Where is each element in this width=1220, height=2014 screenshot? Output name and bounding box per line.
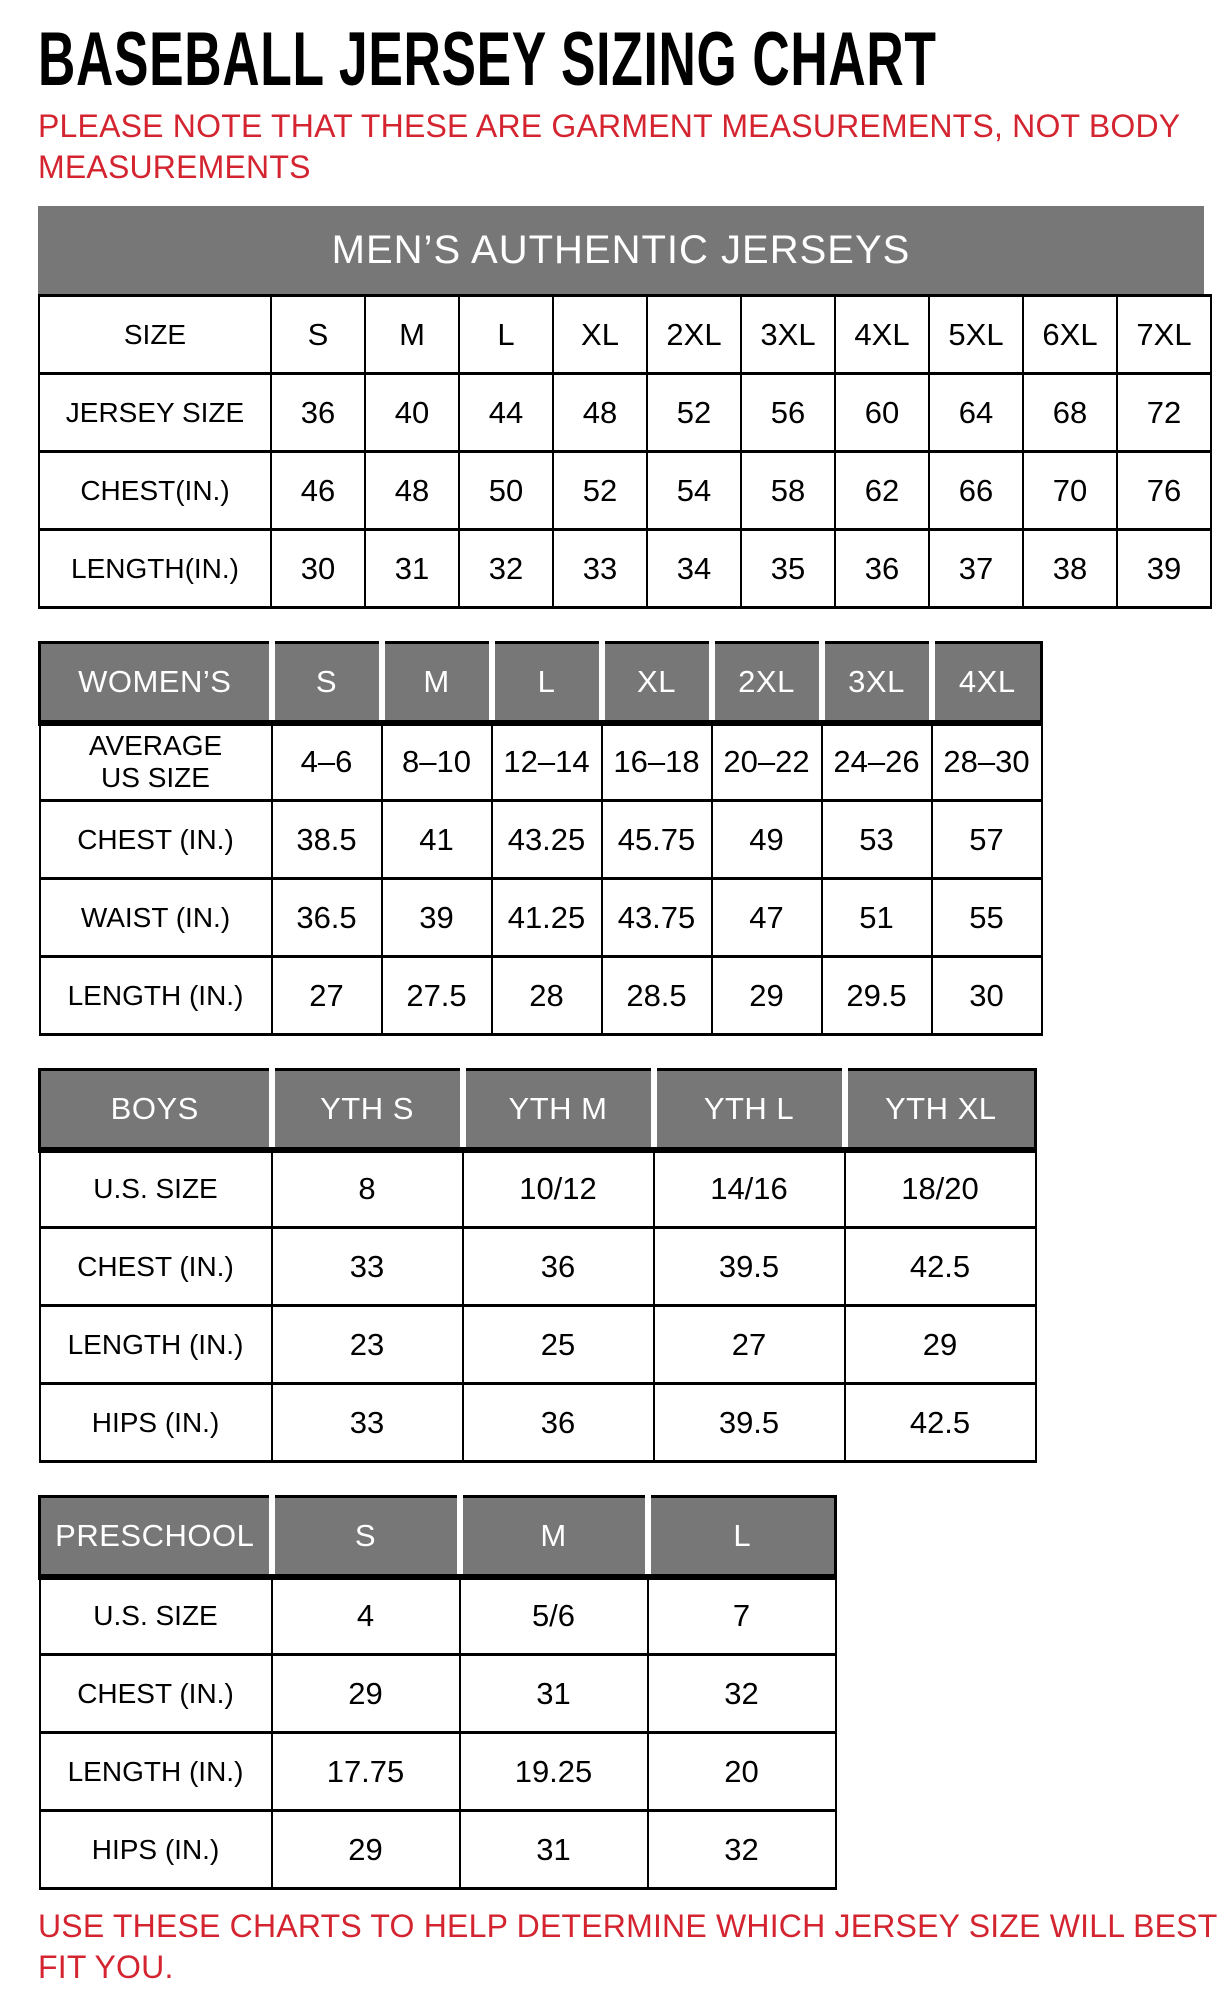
boys-header-label: BOYS	[40, 1070, 272, 1150]
value-cell: 58	[741, 452, 835, 530]
value-cell: 48	[553, 374, 647, 452]
value-cell: 12–14	[492, 723, 602, 801]
womens-table-section	[38, 641, 1220, 1036]
value-cell: 32	[648, 1655, 836, 1733]
boys-row	[40, 1228, 1036, 1306]
value-cell: 29	[845, 1306, 1036, 1384]
value-cell: 39.5	[654, 1384, 845, 1462]
row-label: LENGTH (IN.)	[40, 1733, 272, 1811]
value-cell: 36	[271, 374, 365, 452]
value-cell: 36.5	[272, 879, 382, 957]
value-cell: 33	[272, 1384, 463, 1462]
value-cell: 29	[712, 957, 822, 1035]
best-fit-note: USE THESE CHARTS TO HELP DETERMINE WHICH JERSEY SIZE WILL BEST FIT YOU.	[38, 1908, 1217, 1986]
value-cell: 31	[460, 1655, 648, 1733]
column-header: 4XL	[932, 643, 1042, 723]
column-header: L	[492, 643, 602, 723]
value-cell: 25	[463, 1306, 654, 1384]
value-cell: 42.5	[845, 1384, 1036, 1462]
value-cell: 36	[463, 1228, 654, 1306]
value-cell: 46	[271, 452, 365, 530]
mens-table-title-bar: MEN’S AUTHENTIC JERSEYS	[38, 206, 1204, 294]
value-cell: 10/12	[463, 1150, 654, 1228]
boys-table-section	[38, 1068, 1220, 1463]
value-cell: 39.5	[654, 1228, 845, 1306]
value-cell: 53	[822, 801, 932, 879]
value-cell: 52	[647, 374, 741, 452]
value-cell: 28.5	[602, 957, 712, 1035]
value-cell: 37	[929, 530, 1023, 608]
value-cell: 41	[382, 801, 492, 879]
mens-row	[39, 296, 1211, 374]
value-cell: 27	[272, 957, 382, 1035]
mens-row	[39, 374, 1211, 452]
row-label: AVERAGE US SIZE	[40, 723, 272, 801]
preschool-row	[40, 1733, 836, 1811]
value-cell: 19.25	[460, 1733, 648, 1811]
value-cell: 5/6	[460, 1577, 648, 1655]
value-cell: 57	[932, 801, 1042, 879]
value-cell: 28–30	[932, 723, 1042, 801]
value-cell: 3XL	[741, 296, 835, 374]
row-label: CHEST(IN.)	[39, 452, 271, 530]
value-cell: 39	[1117, 530, 1211, 608]
column-header: YTH S	[272, 1070, 463, 1150]
value-cell: 54	[647, 452, 741, 530]
value-cell: 42.5	[845, 1228, 1036, 1306]
value-cell: 44	[459, 374, 553, 452]
column-header: YTH M	[463, 1070, 654, 1150]
row-label: LENGTH (IN.)	[40, 957, 272, 1035]
womens-sizing-table	[38, 641, 1043, 1036]
mens-row	[39, 452, 1211, 530]
row-label: CHEST (IN.)	[40, 1228, 272, 1306]
mens-row	[39, 530, 1211, 608]
value-cell: 29	[272, 1811, 460, 1889]
column-header: YTH L	[654, 1070, 845, 1150]
value-cell: 56	[741, 374, 835, 452]
boys-row	[40, 1150, 1036, 1228]
value-cell: 62	[835, 452, 929, 530]
value-cell: 30	[932, 957, 1042, 1035]
value-cell: 34	[647, 530, 741, 608]
row-label: HIPS (IN.)	[40, 1811, 272, 1889]
value-cell: 66	[929, 452, 1023, 530]
value-cell: 48	[365, 452, 459, 530]
mens-table-section	[38, 206, 1220, 609]
value-cell: 32	[648, 1811, 836, 1889]
value-cell: 52	[553, 452, 647, 530]
value-cell: 16–18	[602, 723, 712, 801]
value-cell: 40	[365, 374, 459, 452]
value-cell: 27	[654, 1306, 845, 1384]
value-cell: XL	[553, 296, 647, 374]
value-cell: 33	[553, 530, 647, 608]
preschool-table-section	[38, 1495, 1220, 1890]
boys-row	[40, 1384, 1036, 1462]
column-header: 2XL	[712, 643, 822, 723]
value-cell: 8	[272, 1150, 463, 1228]
column-header: YTH XL	[845, 1070, 1036, 1150]
value-cell: 70	[1023, 452, 1117, 530]
value-cell: 20	[648, 1733, 836, 1811]
value-cell: 50	[459, 452, 553, 530]
womens-row	[40, 957, 1042, 1035]
value-cell: 39	[382, 879, 492, 957]
value-cell: 35	[741, 530, 835, 608]
value-cell: 7XL	[1117, 296, 1211, 374]
page-title-text: BASEBALL JERSEY SIZING CHART	[38, 17, 937, 102]
value-cell: 41.25	[492, 879, 602, 957]
column-header: XL	[602, 643, 712, 723]
preschool-header-label: PRESCHOOL	[40, 1497, 272, 1577]
row-label: LENGTH(IN.)	[39, 530, 271, 608]
value-cell: 2XL	[647, 296, 741, 374]
value-cell: 33	[272, 1228, 463, 1306]
row-label: U.S. SIZE	[40, 1577, 272, 1655]
value-cell: 20–22	[712, 723, 822, 801]
value-cell: 36	[835, 530, 929, 608]
womens-row	[40, 801, 1042, 879]
column-header: M	[460, 1497, 648, 1577]
column-header: M	[382, 643, 492, 723]
value-cell: 43.25	[492, 801, 602, 879]
value-cell: 64	[929, 374, 1023, 452]
value-cell: 72	[1117, 374, 1211, 452]
value-cell: 36	[463, 1384, 654, 1462]
preschool-row	[40, 1577, 836, 1655]
value-cell: 38.5	[272, 801, 382, 879]
value-cell: 4	[272, 1577, 460, 1655]
value-cell: 55	[932, 879, 1042, 957]
value-cell: 51	[822, 879, 932, 957]
row-label: HIPS (IN.)	[40, 1384, 272, 1462]
column-header: S	[272, 643, 382, 723]
row-label: CHEST (IN.)	[40, 1655, 272, 1733]
column-header: 3XL	[822, 643, 932, 723]
value-cell: 23	[272, 1306, 463, 1384]
value-cell: L	[459, 296, 553, 374]
value-cell: 18/20	[845, 1150, 1036, 1228]
womens-row	[40, 879, 1042, 957]
value-cell: 38	[1023, 530, 1117, 608]
value-cell: M	[365, 296, 459, 374]
row-label: WAIST (IN.)	[40, 879, 272, 957]
row-label: LENGTH (IN.)	[40, 1306, 272, 1384]
value-cell: 49	[712, 801, 822, 879]
preschool-header-row	[40, 1497, 836, 1577]
row-label: CHEST (IN.)	[40, 801, 272, 879]
value-cell: 68	[1023, 374, 1117, 452]
value-cell: 24–26	[822, 723, 932, 801]
column-header: S	[272, 1497, 460, 1577]
womens-header-label: WOMEN’S	[40, 643, 272, 723]
value-cell: 4XL	[835, 296, 929, 374]
boys-header-row	[40, 1070, 1036, 1150]
value-cell: 28	[492, 957, 602, 1035]
value-cell: 43.75	[602, 879, 712, 957]
garment-measurements-note: PLEASE NOTE THAT THESE ARE GARMENT MEASUREMENTS, NOT BODY MEASUREMENTS	[38, 108, 1181, 186]
value-cell: 5XL	[929, 296, 1023, 374]
preschool-row	[40, 1811, 836, 1889]
value-cell: 47	[712, 879, 822, 957]
value-cell: 60	[835, 374, 929, 452]
value-cell: 14/16	[654, 1150, 845, 1228]
row-label: JERSEY SIZE	[39, 374, 271, 452]
value-cell: 45.75	[602, 801, 712, 879]
value-cell: 29.5	[822, 957, 932, 1035]
value-cell: 31	[460, 1811, 648, 1889]
mens-sizing-table	[38, 294, 1212, 609]
row-label: U.S. SIZE	[40, 1150, 272, 1228]
page-title	[38, 17, 1220, 102]
value-cell: 6XL	[1023, 296, 1117, 374]
value-cell: S	[271, 296, 365, 374]
value-cell: 29	[272, 1655, 460, 1733]
value-cell: 8–10	[382, 723, 492, 801]
column-header: L	[648, 1497, 836, 1577]
value-cell: 7	[648, 1577, 836, 1655]
value-cell: 31	[365, 530, 459, 608]
boys-row	[40, 1306, 1036, 1384]
row-label: SIZE	[39, 296, 271, 374]
value-cell: 32	[459, 530, 553, 608]
value-cell: 17.75	[272, 1733, 460, 1811]
preschool-row	[40, 1655, 836, 1733]
womens-header-row	[40, 643, 1042, 723]
value-cell: 30	[271, 530, 365, 608]
value-cell: 4–6	[272, 723, 382, 801]
preschool-sizing-table	[38, 1495, 837, 1890]
womens-row	[40, 723, 1042, 801]
value-cell: 76	[1117, 452, 1211, 530]
boys-sizing-table	[38, 1068, 1037, 1463]
value-cell: 27.5	[382, 957, 492, 1035]
